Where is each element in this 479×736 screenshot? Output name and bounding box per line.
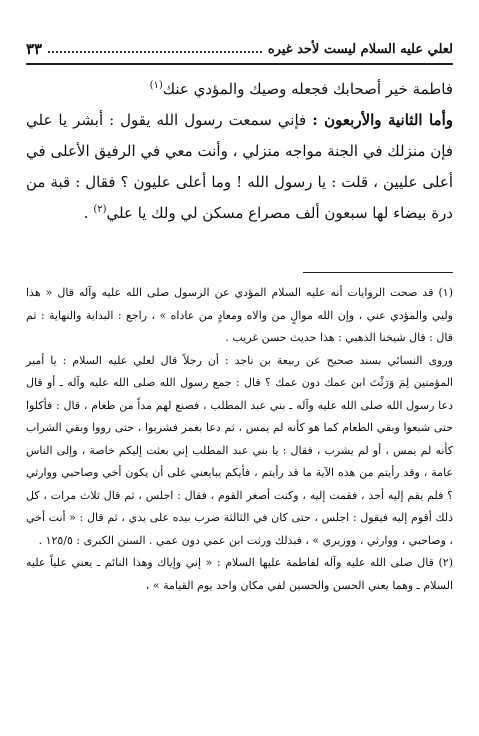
section-heading: وأما الثانية والأربعون : <box>312 111 453 129</box>
running-header <box>26 36 453 62</box>
footnote-ref-2: (٢) <box>93 204 107 215</box>
header-rule <box>26 63 453 65</box>
footnote-1: (١) قد صحت الروايات أنه عليه السلام المؤدي عن الرسول صلى الله عليه وآله قال « هذا وليي والمؤدي عني ، وإن الله موالٍ من والاه ومعادٍ من عاداه » ، راجع : البداية والنهاية : ثم قال : قال شيخنا الذهبي : هذا حديث حسن غريب . <box>26 286 453 344</box>
footnote-ref-1: (١) <box>149 80 163 91</box>
main-line-1: فاطمة خير أصحابك فجعله وصيك والمؤدي عنك <box>162 80 453 98</box>
footnote-separator <box>303 272 453 273</box>
main-paragraph-2 <box>26 105 453 229</box>
footnote-1-paragraph-2: وروى النسائي بسند صحيح عن ربيعة بن ناجد : أن رجلاً قال لعلي عليه السلام : يا أمير المؤمنين لِمَ وَرَثْتَ ابن عمك دون عمك ؟ قال : جمع رسول الله صلى الله عليه وآله ـ أو قال دعا رسول الله صلى الله عليه وآله ـ بني عبد المطلب ، فصنع لهم مداً من طعام ، قال : فأكلوا حتى شبعوا وبقي الطعام كما هو كأنه لم يمس ، ثم دعا بغمر فشربوا ، حتى رووا وبقي الشراب كأنه لم يمس ، أو لم يشرب ، فقال : يا بني عبد المطلب إني بعثت إليكم خاصة ، وإلى الناس عامة ، وقد رأيتم من هذه الآية ما قد رأيتم ، فأيكم يبايعني على أن يكون أخي وصاحبي ووارثي ؟ فلم يقم إليه أحد ، فقمت إليه ، وكنت أصغر القوم ، فقال : اجلس ، ثم قال ثلاث مرات ، كل ذلك أقوم إليه فيقول : اجلس ، حتى كان في الثالثة ضرب بيده على يدي ، ثم قال : « أنت أخي ، وصاحبي ، ووارثي ، ووزيري » ، فبذلك ورثت ابن عمي دون عمي . السنن الكبرى : ١٢٥/٥ . <box>26 353 453 547</box>
main-paragraph-1 <box>26 74 453 105</box>
main-paragraph-2-text: فإني سمعت رسول الله يقول : أبشر يا علي فإن منزلك في الجنة مواجه منزلي ، وأنت معي في الرفيق الأعلى في أعلى عليين ، قلت : يا رسول الله ! وما أعلى عليون ؟ فقال : قبة من درة بيضاء لها سبعون ألف مصراع مسكن لي ولك يا علي <box>26 111 453 222</box>
main-paragraph-2-end: . <box>83 204 94 222</box>
header-title: لعلي عليه السلام ليست لأحد غيره <box>267 41 453 57</box>
header-dot-leader <box>48 51 262 53</box>
main-text <box>26 74 453 229</box>
footnotes <box>26 282 453 597</box>
footnote-2: (٢) قال صلى الله عليه وآله لفاطمة عليها السلام : « إني وإياك وهذا النائم ـ يعني علياً عليه السلام ـ وهما يعني الحسن والحسين لفي مكان واحد يوم القيامة » ، <box>26 556 453 592</box>
page-number: ٣٣ <box>26 40 43 58</box>
